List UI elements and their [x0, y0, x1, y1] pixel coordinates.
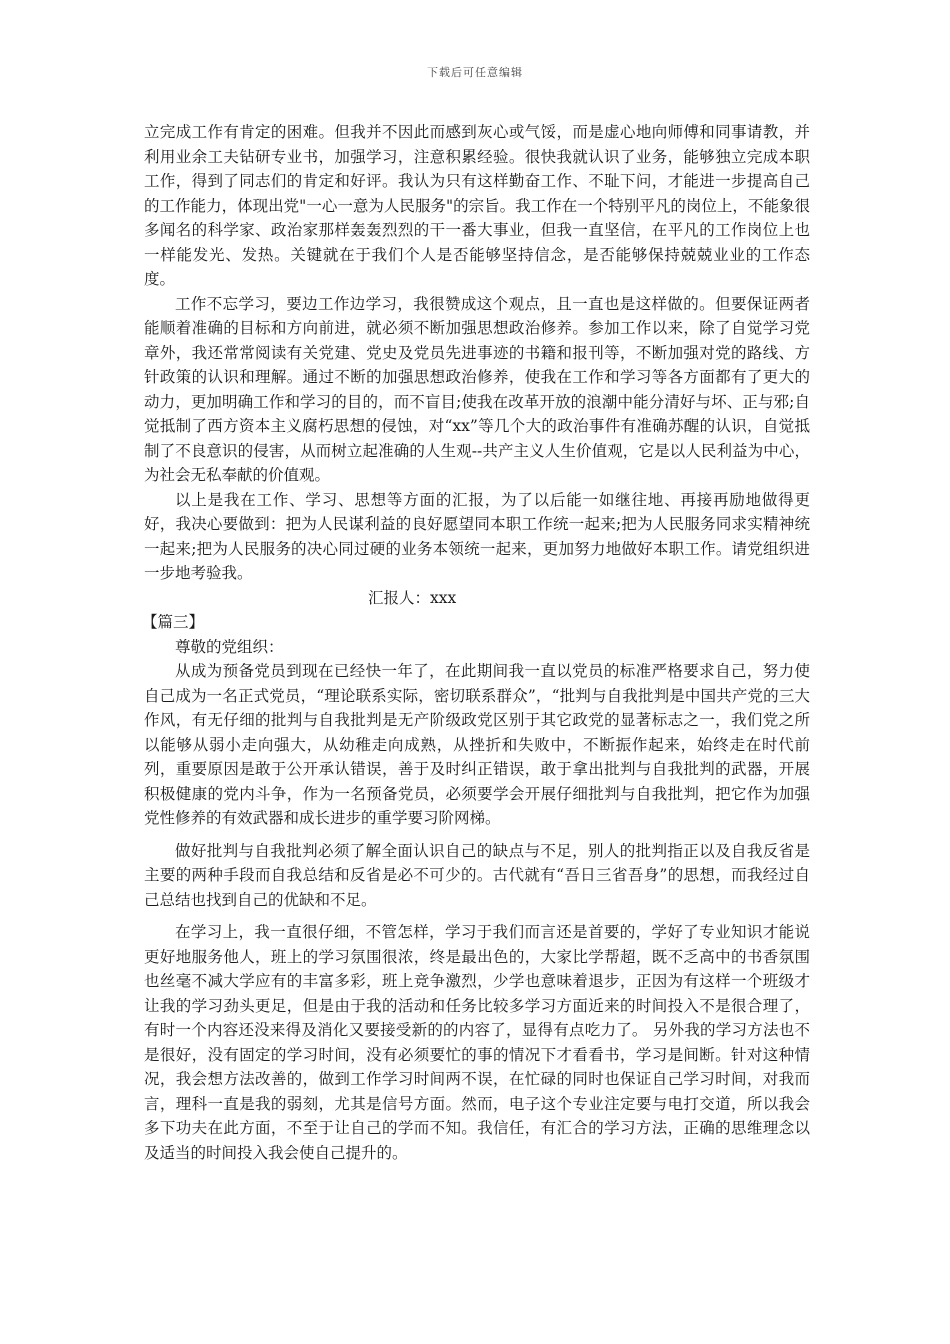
paragraph-continuation: 立完成工作有肯定的困难。但我并不因此而感到灰心或气馁，而是虚心地向师傅和同事请教，并利用业余工夫钻研专业书，加强学习，注意积累经验。很快我就认识了业务，能够独立完成本职工作，得到了同志们的肯定和好评。我认为只有这样勤奋工作、不耻下问，才能进一步提高自己的工作能力，体现出党"一心一意为人民服务"的宗旨。我工作在一个特别平凡的岗位上，不能象很多闻名的科学家、政治家那样轰轰烈烈的干一番大事业，但我一直坚信，在平凡的工作岗位上也一样能发光、发热。关键就在于我们个人是否能够坚持信念，是否能够保持兢兢业业的工作态度。 — [144, 123, 810, 288]
paragraph-study: 在学习上，我一直很仔细，不管怎样，学习于我们而言还是首要的，学好了专业知识才能说更好地服务他人，班上的学习氛围很浓，终是最出色的，大家比学帮超，既不乏高中的书香氛围也丝毫不减大学应有的丰富多彩，班上竞争激烈，少学也意味着退步，正因为有这样一个班级才让我的学习劲头更足，但是由于我的活动和任务比较多学习方面近来的时间投入不是很合理了，有时一个内容还没来得及消化又要接受新的的内容了，显得有点吃力了。 另外我的学习方法也不是很好，没有固定的学习时间，没有必须要忙的事的情况下才看看书，学习是间断。针对这种情况，我会想方法改善的，做到工作学习时间两不误，在忙碌的同时也保证自己学习时间，对我而言，理科一直是我的弱刻，尤其是信号方面。然而，电子这个专业注定要与电打交道，所以我会多下功夫在此方面，不至于让自己的学而不知。我信任，有汇合的学习方法，正确的思维理念以及适当的时间投入我会使自己提升的。 — [144, 923, 810, 1162]
paragraph-probationary-member: 从成为预备党员到现在已经快一年了，在此期间我一直以党员的标准严格要求自己，努力使自己成为一名正式党员，“理论联系实际，密切联系群众”，“批判与自我批判是中国共产党的三大作风，有无仔细的批判与自我批判是无产阶级政党区别于其它政党的显著标志之一，我们党之所以能够从弱小走向强大，从幼稚走向成熟，从挫折和失败中，不断振作起来，始终走在时代前列，重要原因是敢于公开承认错误，善于及时纠正错误，敢于拿出批判与自我批判的武器，开展积极健康的党内斗争，作为一名预备党员，必须要学会开展仔细批判与自我批判，把它作为加强党性修养的有效武器和成长进步的重学要习阶网梯。 — [144, 662, 810, 827]
page-header-note: 下载后可任意编辑 — [427, 66, 523, 79]
document-body — [144, 120, 810, 1165]
paragraph-study-while-working: 工作不忘学习，要边工作边学习，我很赞成这个观点，且一直也是这样做的。但要保证两者能顺着准确的目标和方向前进，就必须不断加强思想政治修养。参加工作以来，除了自觉学习党章外，我还常常阅读有关党建、党史及党员先进事迹的书籍和报刊等，不断加强对党的路线、方针政策的认识和理解。通过不断的加强思想政治修养，使我在工作和学习等各方面都有了更大的动力，更加明确工作和学习的目的，而不盲目;使我在改革开放的浪潮中能分清好与坏、正与邪;自觉抵制了西方资本主义腐朽思想的侵蚀，对“xx”等几个大的政治事件有准确苏醒的认识，自觉抵制了不良意识的侵害，从而树立起准确的人生观--共产主义人生价值观，它是以人民利益为中心，为社会无私奉献的价值观。 — [144, 294, 810, 484]
salutation: 尊敬的党组织： — [175, 637, 284, 656]
reporter-signature: 汇报人：xxx — [368, 588, 457, 607]
section-title: 【篇三】 — [142, 613, 205, 631]
paragraph-self-criticism: 做好批判与自我批判必须了解全面认识自己的缺点与不足，别人的批判指正以及自我反省是主要的两种手段而自我总结和反省是必不可少的。古代就有“吾日三省吾身”的思想，而我经过自己总结也找到自己的优缺和不足。 — [144, 841, 810, 909]
paragraph-resolution: 以上是我在工作、学习、思想等方面的汇报，为了以后能一如继往地、再接再励地做得更好，我决心要做到：把为人民谋利益的良好愿望同本职工作统一起来;把为人民服务同求实精神统一起来;把为人民服务的决心同过硬的业务本领统一起来，更加努力地做好本职工作。请党组织进一步地考验我。 — [144, 490, 810, 582]
